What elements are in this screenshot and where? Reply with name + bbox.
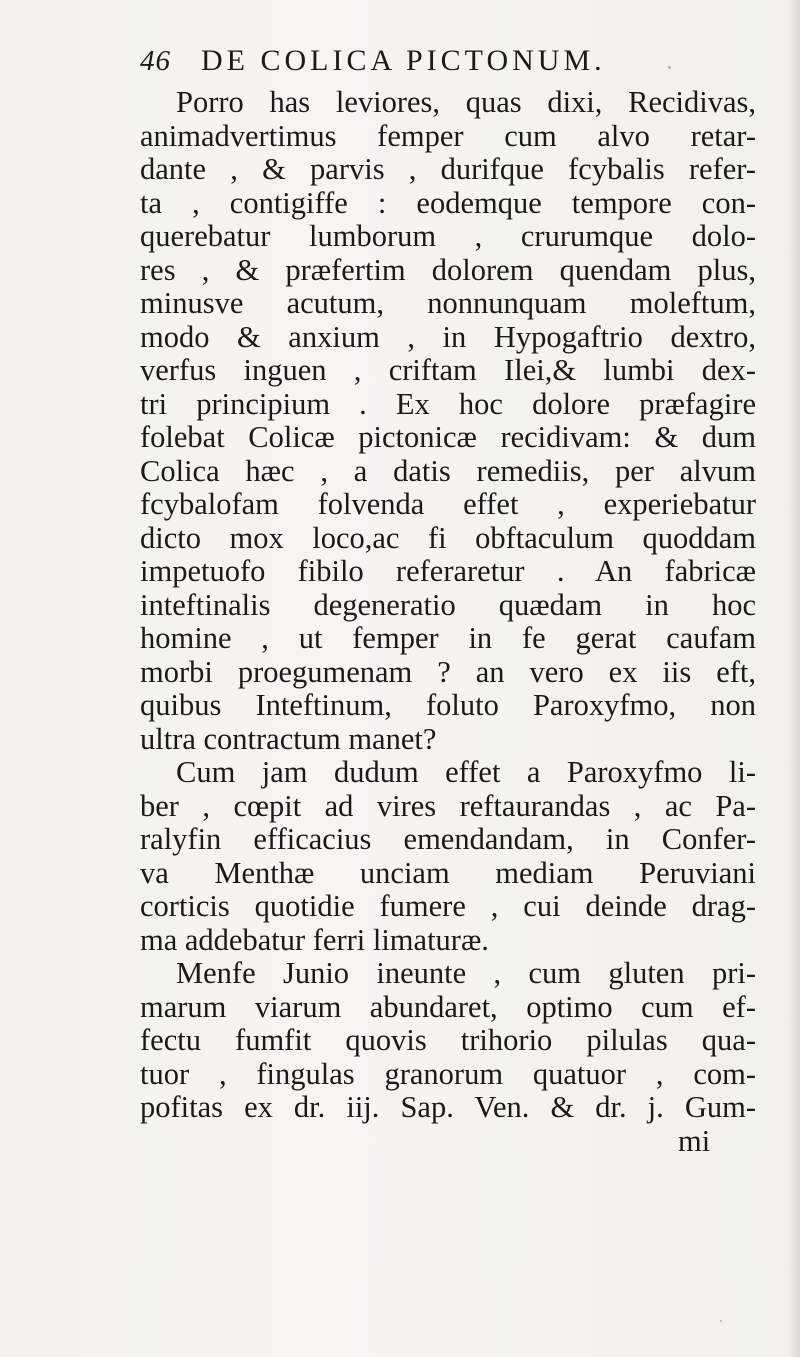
text-line: folebat Colicæ pictonicæ recidivam: & dum <box>140 420 756 454</box>
ink-speck <box>668 66 671 69</box>
text-line: pofitas ex dr. iij. Sap. Ven. & dr. j. Gum- <box>140 1090 756 1124</box>
text-line: ralyfin efficacius emendandam, in Confer- <box>140 822 756 856</box>
text-line: modo & anxium , in Hypogaftrio dextro, <box>140 319 756 354</box>
page-number: 46 <box>140 45 171 77</box>
text-line: tuor , fingulas granorum quatuor , com- <box>140 1056 756 1091</box>
text-line: fcybalofam folvenda effet , experiebatur <box>140 487 756 521</box>
text-line: Menfe Junio ineunte , cum gluten pri- <box>176 956 756 990</box>
text-line: verfus inguen , criftam Ilei,& lumbi dex- <box>140 353 756 387</box>
text-line: homine , ut femper in fe gerat caufam <box>140 621 756 655</box>
text-line: dante , & parvis , durifque fcybalis refer- <box>140 152 756 186</box>
text-line: impetuofo fibilo referaretur . An fabricæ <box>140 554 756 588</box>
text-line: fectu fumfit quovis trihorio pilulas qua- <box>140 1023 756 1057</box>
text-line: querebatur lumborum , crurumque dolo- <box>140 219 756 253</box>
text-line: ultra contractum manet? <box>140 721 437 756</box>
text-line: morbi proegumenam ? an vero ex iis eft, <box>140 654 756 689</box>
text-line: minusve acutum, nonnunquam moleftum, <box>140 286 756 320</box>
ink-speck <box>720 1320 722 1322</box>
catchword: mi <box>678 1123 711 1158</box>
text-line: Cum jam dudum effet a Paroxyfmo li- <box>176 755 756 789</box>
text-line: tri principium . Ex hoc dolore præfagire <box>140 386 756 421</box>
page-edge-shadow <box>786 0 800 1357</box>
text-line: animadvertimus femper cum alvo retar- <box>140 118 756 153</box>
text-line: va Menthæ unciam mediam Peruviani <box>140 855 756 890</box>
text-line: dicto mox loco,ac fi obftaculum quoddam <box>140 520 756 555</box>
body-text <box>140 86 756 1158</box>
running-title: DE COLICA PICTONUM. <box>201 44 606 77</box>
text-line: res , & præfertim dolorem quendam plus, <box>140 252 756 287</box>
text-line: Porro has leviores, quas dixi, Recidivas, <box>176 85 756 119</box>
text-line: corticis quotidie fumere , cui deinde drag- <box>140 889 756 923</box>
text-line: marum viarum abundaret, optimo cum ef- <box>140 989 756 1024</box>
text-line: Colica hæc , a datis remediis, per alvum <box>140 453 756 488</box>
text-line: ma addebatur ferri limaturæ. <box>140 922 489 957</box>
text-line: ta , contigiffe : eodemque tempore con- <box>140 185 756 220</box>
text-line: ber , cœpit ad vires reftaurandas , ac Pa- <box>140 788 756 823</box>
text-line: inteftinalis degeneratio quædam in hoc <box>140 587 756 622</box>
page-header <box>140 44 606 84</box>
text-line: quibus Inteftinum, foluto Paroxyfmo, non <box>140 688 756 722</box>
